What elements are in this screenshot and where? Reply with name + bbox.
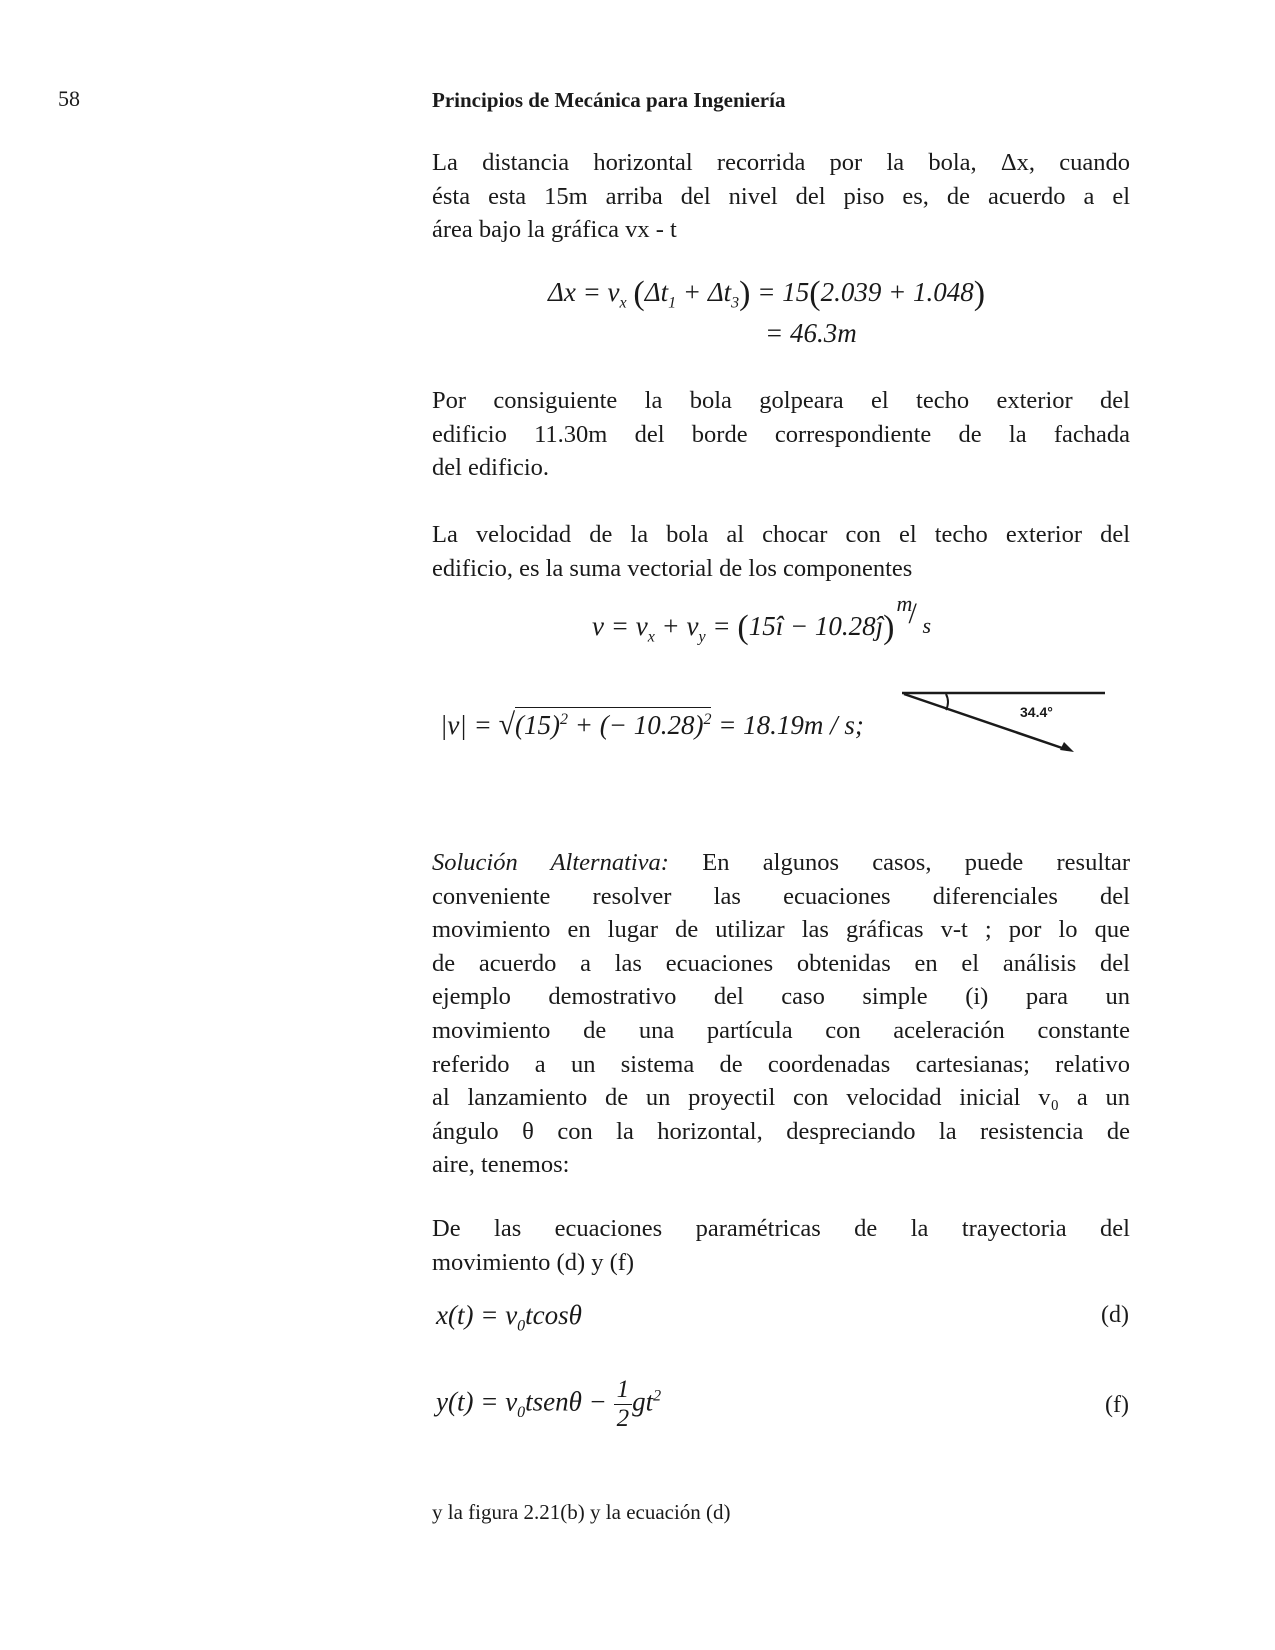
equation-velocity-magnitude: $|v| = √(15)^2$ + (− 10.28)$^2$ = 18.19m / s; <box>440 708 864 741</box>
equation-label-d: (d) <box>1101 1302 1129 1328</box>
text-line: movimiento en lugar de utilizar las gráficas v-t ; por lo que <box>432 916 1130 944</box>
paragraph-parametric <box>432 1212 1130 1279</box>
text-line: edificio 11.30m del borde correspondiente de la fachada <box>432 420 1130 448</box>
eq-sub: 3 <box>731 294 740 312</box>
eq-sub: 0 <box>517 1317 526 1335</box>
eq-part: + v <box>654 611 699 641</box>
frac-num: 1 <box>614 1376 633 1405</box>
equation-delta-x-result: = 46.3m <box>765 318 857 348</box>
eq-part: + Δt <box>676 277 732 307</box>
eq-sub: x <box>619 294 627 312</box>
eq-part: = 15 <box>750 277 810 307</box>
eq-part: 2.039 + 1.048 <box>820 277 974 307</box>
page-number: 58 <box>58 86 80 111</box>
text-span: En algunos casos, puede resultar <box>668 849 1130 876</box>
text-line: La distancia horizontal recorrida por la bola, Δx, cuando <box>432 149 1130 176</box>
text-line <box>432 846 1130 880</box>
eq-part: = 18.19m / s; <box>711 710 864 740</box>
text-line: aire, tenemos: <box>432 1151 570 1179</box>
frac-den: 2 <box>616 1405 630 1432</box>
unit-den: s <box>922 613 932 638</box>
eq-sup: 2 <box>653 1387 662 1405</box>
eq-part: + (− 10.28) <box>568 710 704 740</box>
text-line: De las ecuaciones paramétricas de la trayectoria del <box>432 1215 1130 1242</box>
eq-part: = <box>705 611 738 641</box>
angle-arc-icon <box>946 694 948 710</box>
angle-label: 34.4° <box>1020 704 1053 720</box>
text-line: del edificio. <box>432 454 550 482</box>
text-line: referido a un sistema de coordenadas cartesianas; relativo <box>432 1050 1130 1078</box>
paragraph-velocity <box>432 518 1130 585</box>
eq-part: tcosθ <box>525 1300 582 1330</box>
arrowhead-icon <box>1060 742 1074 752</box>
equation-label-f: (f) <box>1105 1392 1129 1418</box>
text-line: ésta esta 15m arriba del nivel del piso es, de acuerdo a el <box>432 182 1130 210</box>
text-line: ejemplo demostrativo del caso simple (i) para un <box>432 983 1130 1011</box>
text-line: La velocidad de la bola al chocar con el techo exterior del <box>432 521 1130 548</box>
text-line: edificio, es la suma vectorial de los componentes <box>432 554 913 582</box>
equation-velocity-vector: $v = v_x + v_y$ = (15î − 10.28ĵ) m / s <box>592 591 932 646</box>
equation-y-of-t <box>436 1376 661 1433</box>
unit-num: m <box>896 591 913 616</box>
paragraph-alternative-solution <box>432 846 1130 1182</box>
eq-sup: 2 <box>560 711 569 728</box>
paragraph-conclusion <box>432 384 1130 485</box>
eq-part: |v| = <box>440 710 499 740</box>
text-line: ángulo θ con la horizontal, despreciando la resistencia de <box>432 1117 1130 1145</box>
equation-x-of-t <box>436 1300 582 1335</box>
eq-sup: 2 <box>703 711 712 728</box>
eq-part: Δx = v <box>548 277 620 307</box>
text-line: movimiento (d) y (f) <box>432 1248 635 1276</box>
text-line: movimiento de una partícula con aceleración constante <box>432 1016 1130 1044</box>
paragraph-horizontal-distance <box>432 146 1130 247</box>
text-line: Por consiguiente la bola golpeara el techo exterior del <box>432 387 1130 414</box>
eq-sub: 1 <box>668 294 677 312</box>
eq-sub: x <box>647 628 655 646</box>
fraction-one-half <box>614 1376 633 1433</box>
eq-sub: 0 <box>517 1404 526 1422</box>
closing-caption: y la figura 2.21(b) y la ecuación (d) <box>432 1500 731 1524</box>
eq-part: Δt <box>644 277 669 307</box>
italic-lead: Solución Alternativa: <box>432 849 669 876</box>
text-line: de acuerdo a las ecuaciones obtenidas en el análisis del <box>432 949 1130 977</box>
eq-part: x(t) = v <box>436 1300 518 1330</box>
text-line: conveniente resolver las ecuaciones diferenciales del <box>432 882 1130 910</box>
eq-part: gt <box>632 1386 654 1417</box>
running-title: Principios de Mecánica para Ingeniería <box>432 88 786 112</box>
velocity-direction-figure <box>900 688 1110 758</box>
velocity-vector-line <box>904 694 1068 750</box>
eq-part: (15) <box>515 710 561 740</box>
eq-part: tsenθ − <box>525 1386 614 1417</box>
equation-delta-x: $\Delta x = v_x$ $(\Delta t_1 + \Delta t_3) = 15(2.039 + 1.048)$ <box>548 275 986 312</box>
text-line: área bajo la gráfica vx - t <box>432 216 677 244</box>
eq-part: y(t) = v <box>436 1386 518 1417</box>
eq-part: v = v <box>592 611 648 641</box>
eq-sub: y <box>698 628 706 646</box>
text-line: al lanzamiento de un proyectil con velocidad inicial v₀ a un <box>432 1084 1130 1112</box>
eq-part: 15î − 10.28ĵ <box>748 611 884 641</box>
